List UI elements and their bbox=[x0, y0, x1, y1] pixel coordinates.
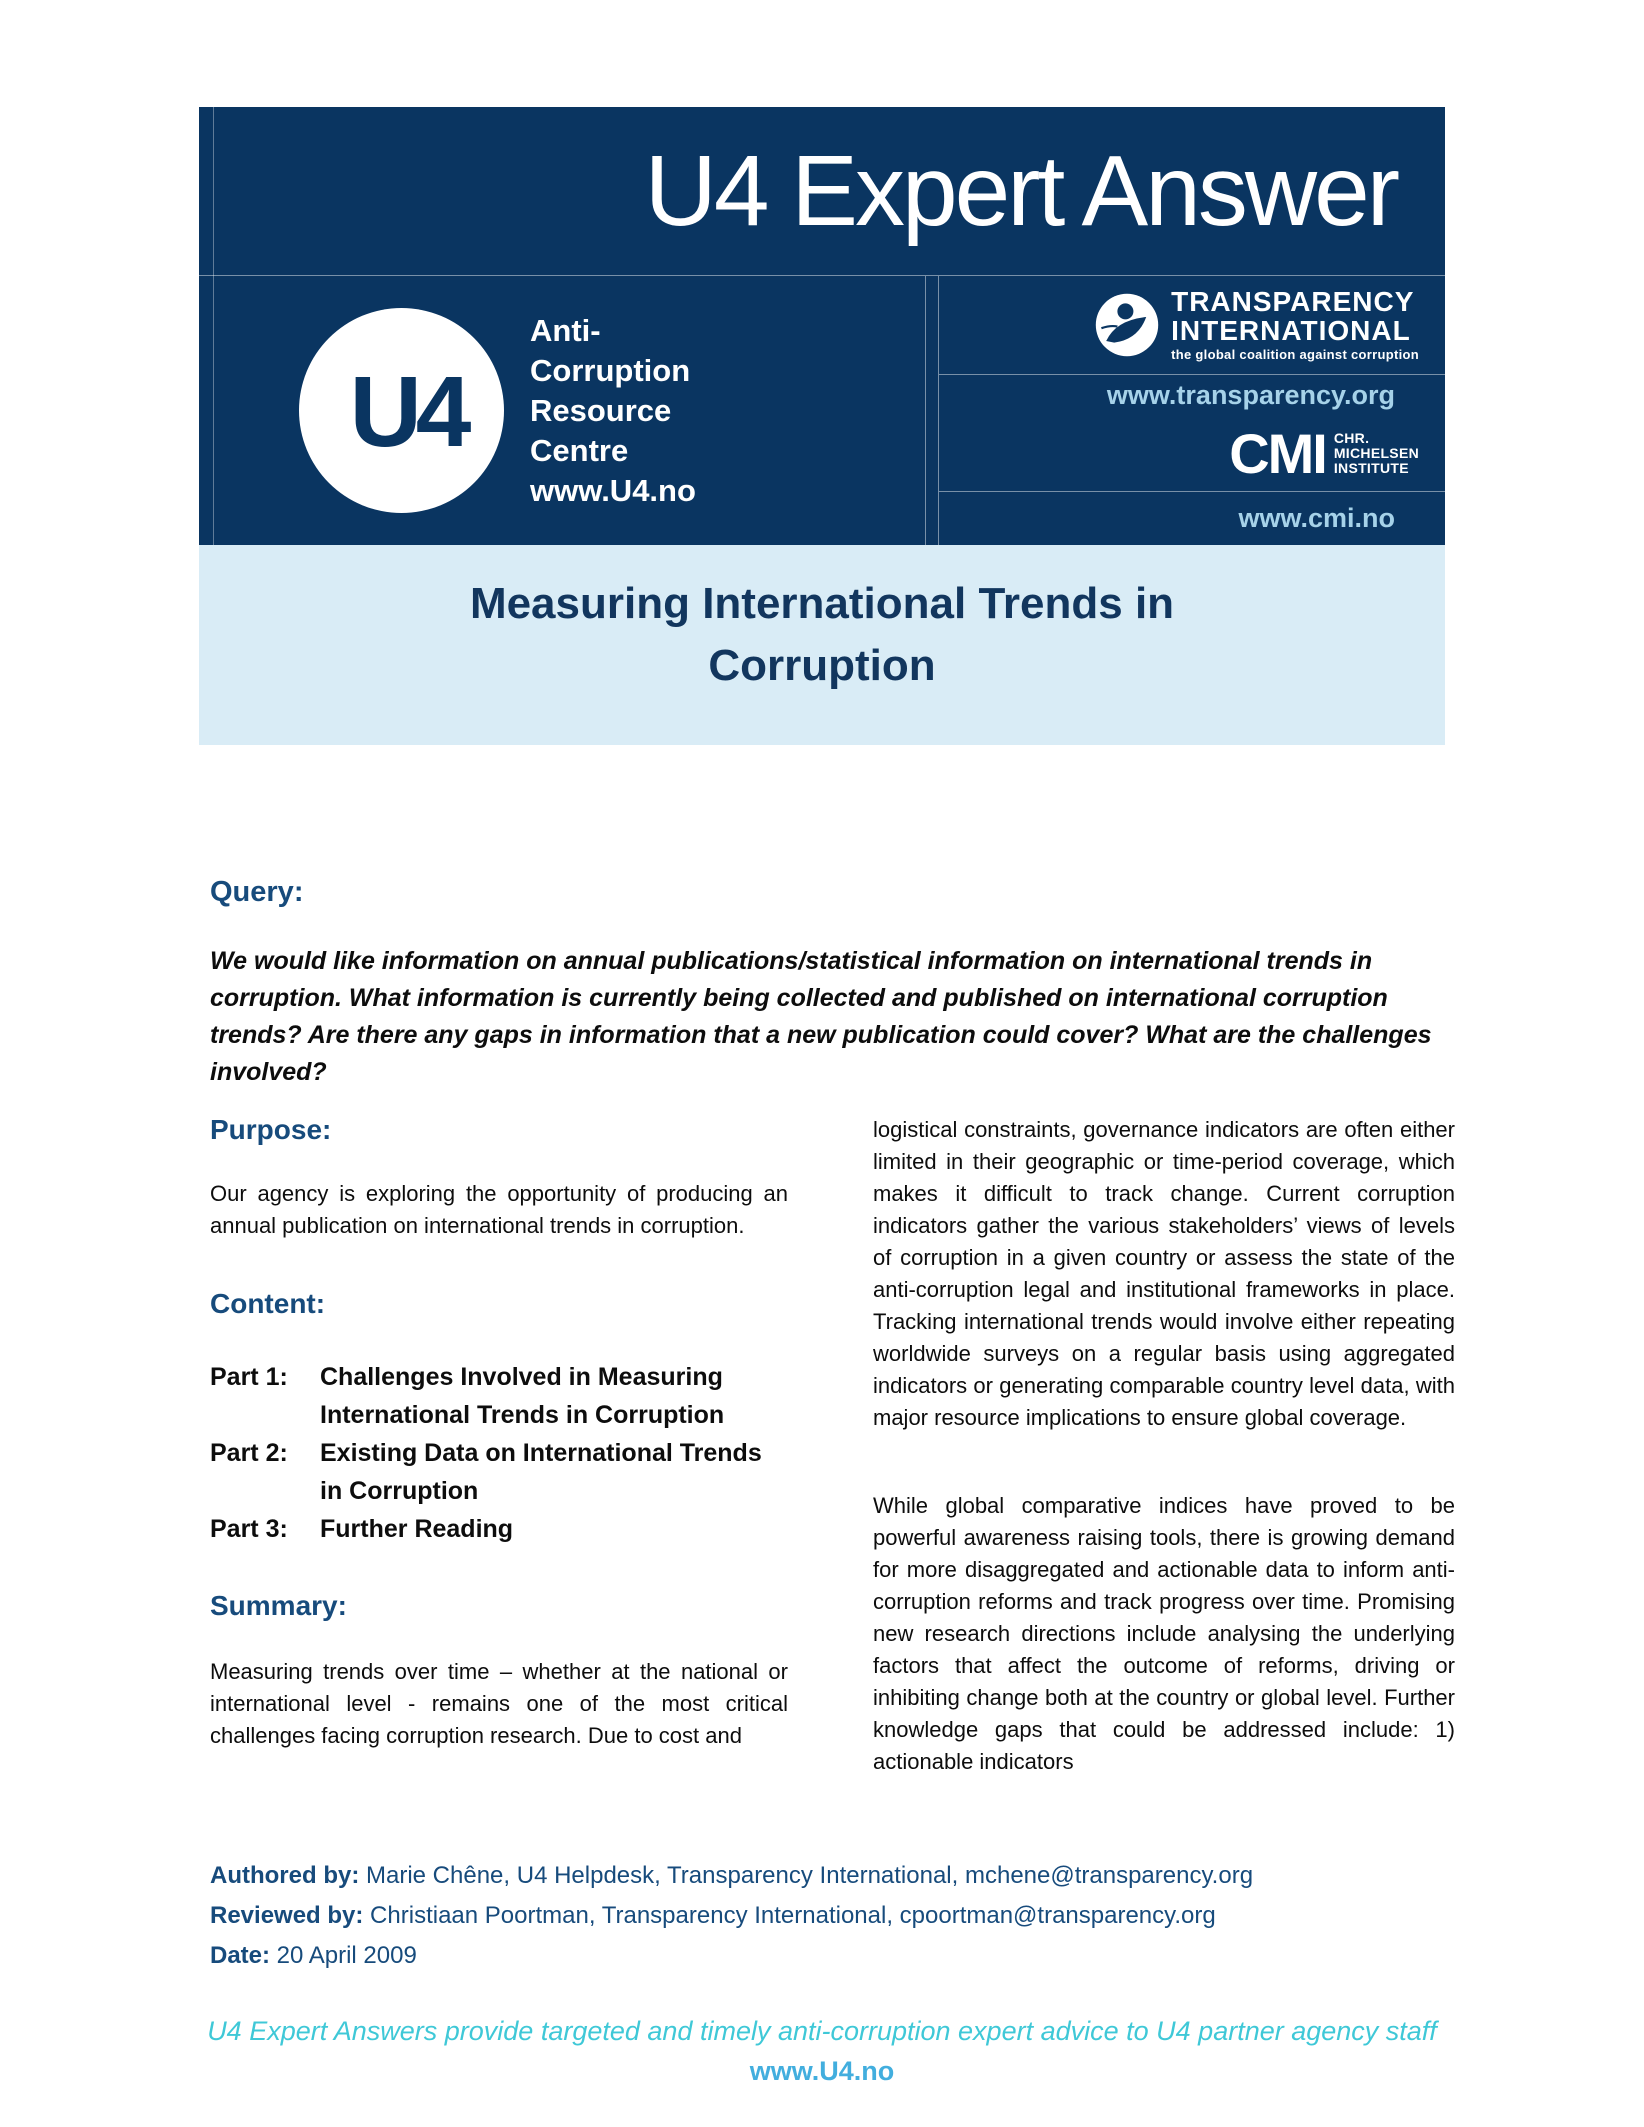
ti-name-line: INTERNATIONAL bbox=[1171, 315, 1411, 347]
ti-globe-icon bbox=[1095, 293, 1159, 357]
date-line bbox=[210, 1936, 1455, 1976]
ti-name-line: TRANSPARENCY bbox=[1171, 286, 1415, 318]
logo-row bbox=[199, 276, 1445, 545]
summary-heading: Summary: bbox=[210, 1590, 347, 1621]
reviewed-by-text: Christiaan Poortman, Transparency International, cpoortman@transparency.org bbox=[363, 1902, 1216, 1929]
banner bbox=[199, 107, 1445, 276]
attribution-block bbox=[210, 1856, 1455, 1976]
document-title: Measuring International Trends in Corruption bbox=[469, 579, 1175, 690]
body-paragraph: While global comparative indices have proved to be powerful awareness raising tools, there is growing demand for more disaggregated and actionable data to inform anti-corruption reforms and track progress over time. Promising new research directions include analysing the underlying factors that affect the outcome of reforms, driving or inhibiting change both at the country or global level. Further knowledge gaps that could be addressed include: 1) actionable indicators bbox=[873, 1493, 1455, 1774]
footer-tagline: U4 Expert Answers provide targeted and timely anti-corruption expert advice to U4 partner agency staff bbox=[207, 2016, 1437, 2046]
u4-org-line: Centre bbox=[530, 432, 629, 468]
u4-logo-cell bbox=[199, 276, 926, 545]
u4-org-line: Corruption bbox=[530, 352, 691, 388]
header bbox=[199, 107, 1445, 745]
purpose-heading: Purpose: bbox=[210, 1114, 332, 1145]
right-column bbox=[873, 1114, 1455, 1778]
u4-org-name bbox=[530, 311, 696, 511]
authored-by-text: Marie Chêne, U4 Helpdesk, Transparency International, mchene@transparency.org bbox=[359, 1862, 1254, 1889]
purpose-text: Our agency is exploring the opportunity of producing an annual publication on international trends in corruption. bbox=[210, 1181, 788, 1238]
date-text: 20 April 2009 bbox=[270, 1942, 417, 1969]
content-list bbox=[210, 1358, 788, 1548]
cmi-name-line: MICHELSEN bbox=[1333, 445, 1419, 462]
content-item-text: Challenges Involved in Measuring International Trends in Corruption bbox=[320, 1363, 725, 1429]
transparency-international-logo bbox=[939, 276, 1445, 374]
reviewed-by-line bbox=[210, 1896, 1455, 1936]
content-item-label: Part 2: bbox=[210, 1439, 288, 1467]
header-inner-divider bbox=[213, 107, 214, 545]
content-item-part1 bbox=[210, 1358, 788, 1434]
cmi-logo-mark: CMI bbox=[1229, 421, 1326, 485]
u4-org-line: Resource bbox=[530, 392, 672, 428]
footer-site-url-link[interactable]: www.U4.no bbox=[749, 2056, 895, 2086]
content-item-part2 bbox=[210, 1434, 788, 1510]
cmi-name-line: CHR. bbox=[1333, 430, 1370, 447]
banner-title: U4 Expert Answer bbox=[644, 135, 1397, 247]
u4-website-link[interactable]: www.U4.no bbox=[530, 472, 696, 508]
date-label: Date: bbox=[210, 1942, 271, 1969]
left-column bbox=[210, 1114, 788, 1778]
content-item-label: Part 3: bbox=[210, 1515, 288, 1543]
content-item-text: Existing Data on International Trends in Corruption bbox=[320, 1439, 762, 1505]
cmi-name-line: INSTITUTE bbox=[1333, 460, 1409, 477]
u4-logo-mark: U4 bbox=[349, 356, 466, 468]
content-item-text: Further Reading bbox=[320, 1515, 514, 1543]
query-section bbox=[210, 876, 1460, 1091]
cmi-wordmark bbox=[1334, 431, 1419, 476]
cmi-logo bbox=[939, 416, 1445, 491]
document-title-band bbox=[199, 545, 1445, 745]
two-column-body bbox=[210, 1114, 1455, 1778]
transparency-website-link[interactable]: www.transparency.org bbox=[1106, 380, 1395, 411]
header-cell-divider bbox=[926, 276, 939, 545]
authored-by-label: Authored by: bbox=[210, 1862, 360, 1889]
ti-tagline: the global coalition against corruption bbox=[1171, 347, 1419, 363]
summary-text: Measuring trends over time – whether at the national or international level - remains one of the most critical challenges facing corruption research. Due to cost and bbox=[210, 1659, 788, 1748]
partner-logos-cell bbox=[939, 276, 1445, 545]
query-text: We would like information on annual publications/statistical information on international trends in corruption. What information is currently being collected and published on international corruption trends? Are there any gaps in information that a new publication could cover? What are the challenges involved? bbox=[210, 947, 1432, 1086]
ti-wordmark bbox=[1171, 287, 1419, 362]
reviewed-by-label: Reviewed by: bbox=[210, 1902, 364, 1929]
content-item-label: Part 1: bbox=[210, 1363, 288, 1391]
body-paragraph: logistical constraints, governance indicators are often either limited in their geographic or time-period coverage, which makes it difficult to track change. Current corruption indicators gather the various stakeholders’ views of levels of corruption in a given country or assess the state of the anti-corruption legal and institutional frameworks in place. Tracking international trends would involve either repeating worldwide surveys on a regular basis using aggregated indicators or generating comparable country level data, with major resource implications to ensure global coverage. bbox=[873, 1117, 1455, 1430]
content-item-part3 bbox=[210, 1510, 788, 1548]
query-heading: Query: bbox=[210, 876, 304, 908]
authored-by-line bbox=[210, 1856, 1455, 1896]
content-heading: Content: bbox=[210, 1288, 326, 1319]
u4-logo-icon bbox=[299, 308, 504, 513]
u4-org-line: Anti- bbox=[530, 312, 601, 348]
cmi-website-link[interactable]: www.cmi.no bbox=[1238, 503, 1395, 534]
